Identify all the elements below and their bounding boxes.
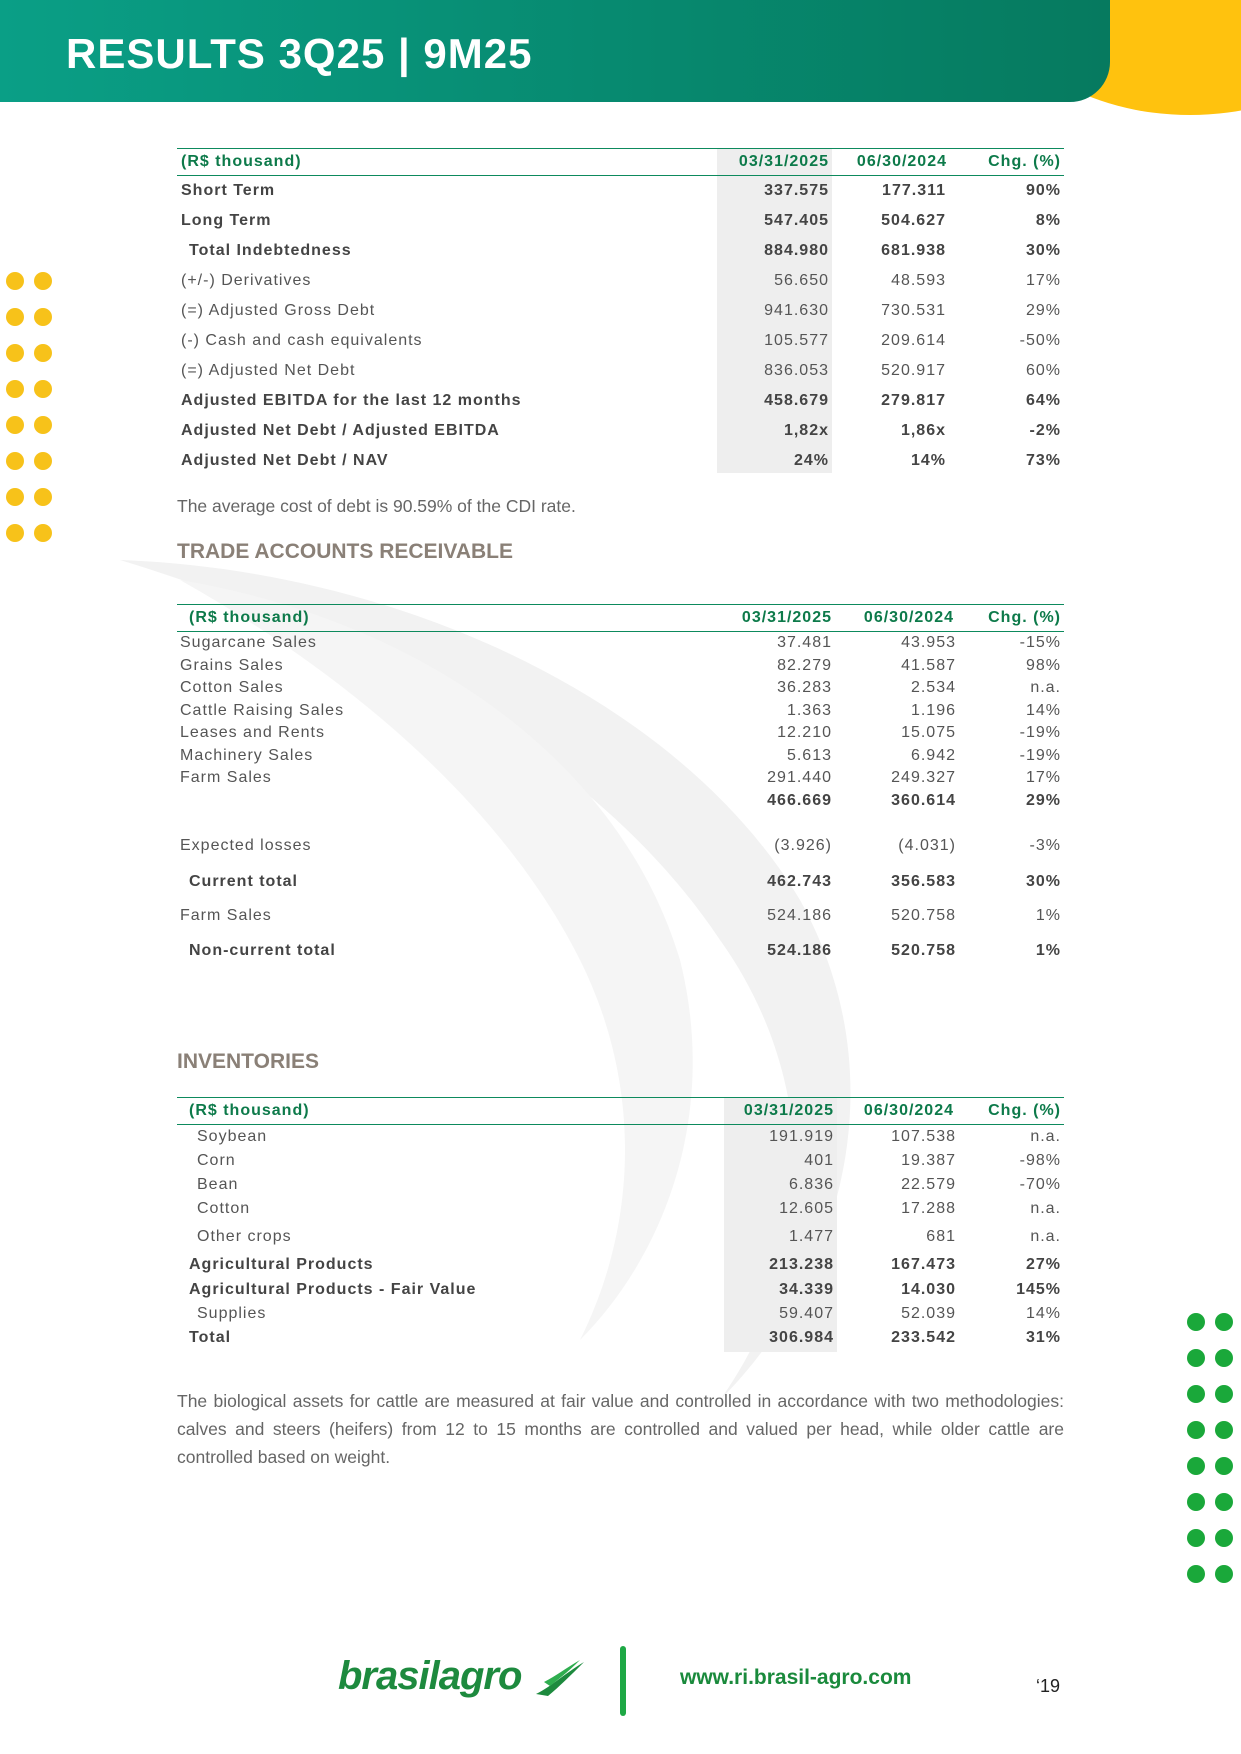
header-change: Chg. (%) [988, 153, 1061, 170]
green-dot-pattern [1187, 1313, 1233, 1583]
subtotal-row: 466.669 360.614 29% [767, 791, 1061, 809]
footer-website-link[interactable]: www.ri.brasil-agro.com [680, 1666, 912, 1689]
table-row: Leases and Rents 12.210 15.075 -19% [180, 724, 1061, 741]
table-row: Other crops 1.477 681 n.a. [197, 1228, 1061, 1245]
table-row: Sugarcane Sales 37.481 43.953 -15% [180, 634, 1061, 651]
table-row: Adjusted Net Debt / NAV 24% 14% 73% [181, 452, 1061, 469]
header-unit: (R$ thousand) [189, 1102, 310, 1119]
table-header [177, 604, 1064, 632]
table-row: Cattle Raising Sales 1.363 1.196 14% [180, 701, 1061, 719]
table-row: Machinery Sales 5.613 6.942 -19% [180, 746, 1061, 764]
noncurrent-total-row: Non-current total 524.186 520.758 1% [189, 941, 1061, 959]
page-header [0, 0, 1110, 102]
header-date-current: 03/31/2025 [738, 153, 829, 170]
header-unit: (R$ thousand) [181, 153, 302, 170]
table-row: Adjusted Net Debt / Adjusted EBITDA 1,82x 1,86x -2% [181, 422, 1061, 439]
brasilagro-logo [338, 1654, 586, 1699]
biological-assets-note: The biological assets for cattle are measured at fair value and controlled in accordance with two methodologies: calves and steers (heifers) from 12 to 15 months are controlled and valued per head, while older cattle are controlled based on weight. [177, 1391, 1064, 1467]
table-row: Corn 401 19.387 -98% [197, 1152, 1061, 1169]
table-row: Supplies 59.407 52.039 14% [197, 1305, 1061, 1322]
table-row: Cotton 12.605 17.288 n.a. [197, 1200, 1061, 1217]
inventories-table [177, 1097, 1064, 1350]
receivables-section-title: TRADE ACCOUNTS RECEIVABLE [177, 540, 514, 563]
noncurrent-farm-sales-row: Farm Sales 524.186 520.758 1% [180, 906, 1061, 924]
table-row: Farm Sales 291.440 249.327 17% [180, 769, 1061, 786]
table-row: (=) Adjusted Net Debt 836.053 520.917 60% [181, 362, 1061, 379]
header-change: Chg. (%) [988, 609, 1061, 626]
table-row: Long Term 547.405 504.627 8% [181, 212, 1061, 229]
table-row: (-) Cash and cash equivalents 105.577 209.614 -50% [181, 332, 1061, 349]
header-date-current: 03/31/2025 [741, 609, 832, 626]
table-row: Agricultural Products - Fair Value 34.339 14.030 145% [189, 1281, 1061, 1298]
expected-losses-row: Expected losses (3.926) (4.031) -3% [180, 836, 1061, 854]
table-header [177, 148, 1064, 176]
table-row: Total Indebtedness 884.980 681.938 30% [189, 242, 1061, 259]
yellow-dot-pattern [6, 272, 52, 542]
footer-divider [620, 1646, 626, 1716]
table-row: (+/-) Derivatives 56.650 48.593 17% [181, 272, 1061, 289]
table-row: Total 306.984 233.542 31% [189, 1329, 1061, 1346]
indebtedness-table [177, 148, 1064, 476]
current-total-row: Current total 462.743 356.583 30% [189, 872, 1061, 890]
header-date-prior: 06/30/2024 [863, 1102, 954, 1119]
header-change: Chg. (%) [988, 1102, 1061, 1119]
table-row: Short Term 337.575 177.311 90% [181, 182, 1061, 199]
header-unit: (R$ thousand) [189, 609, 310, 626]
header-date-prior: 06/30/2024 [856, 153, 947, 170]
table-row: Adjusted EBITDA for the last 12 months 458.679 279.817 64% [181, 392, 1061, 409]
page-title: RESULTS 3Q25 | 9M25 [66, 30, 533, 77]
debt-cost-note: The average cost of debt is 90.59% of the CDI rate. [177, 496, 576, 516]
receivables-table [177, 604, 1064, 962]
header-date-prior: 06/30/2024 [863, 609, 954, 626]
logo-text: brasilagro [338, 1654, 522, 1698]
table-row: (=) Adjusted Gross Debt 941.630 730.531 29% [181, 302, 1061, 319]
table-row: Agricultural Products 213.238 167.473 27% [189, 1256, 1061, 1273]
header-date-current: 03/31/2025 [743, 1102, 834, 1119]
page-number: ‘19 [1036, 1676, 1061, 1696]
table-row: Grains Sales 82.279 41.587 98% [180, 656, 1061, 674]
logo-swoosh-icon [534, 1658, 586, 1698]
inventories-section-title: INVENTORIES [177, 1050, 319, 1073]
table-row: Cotton Sales 36.283 2.534 n.a. [180, 679, 1061, 696]
table-row: Bean 6.836 22.579 -70% [197, 1176, 1061, 1193]
table-row: Soybean 191.919 107.538 n.a. [197, 1128, 1061, 1145]
table-header [177, 1097, 1064, 1125]
